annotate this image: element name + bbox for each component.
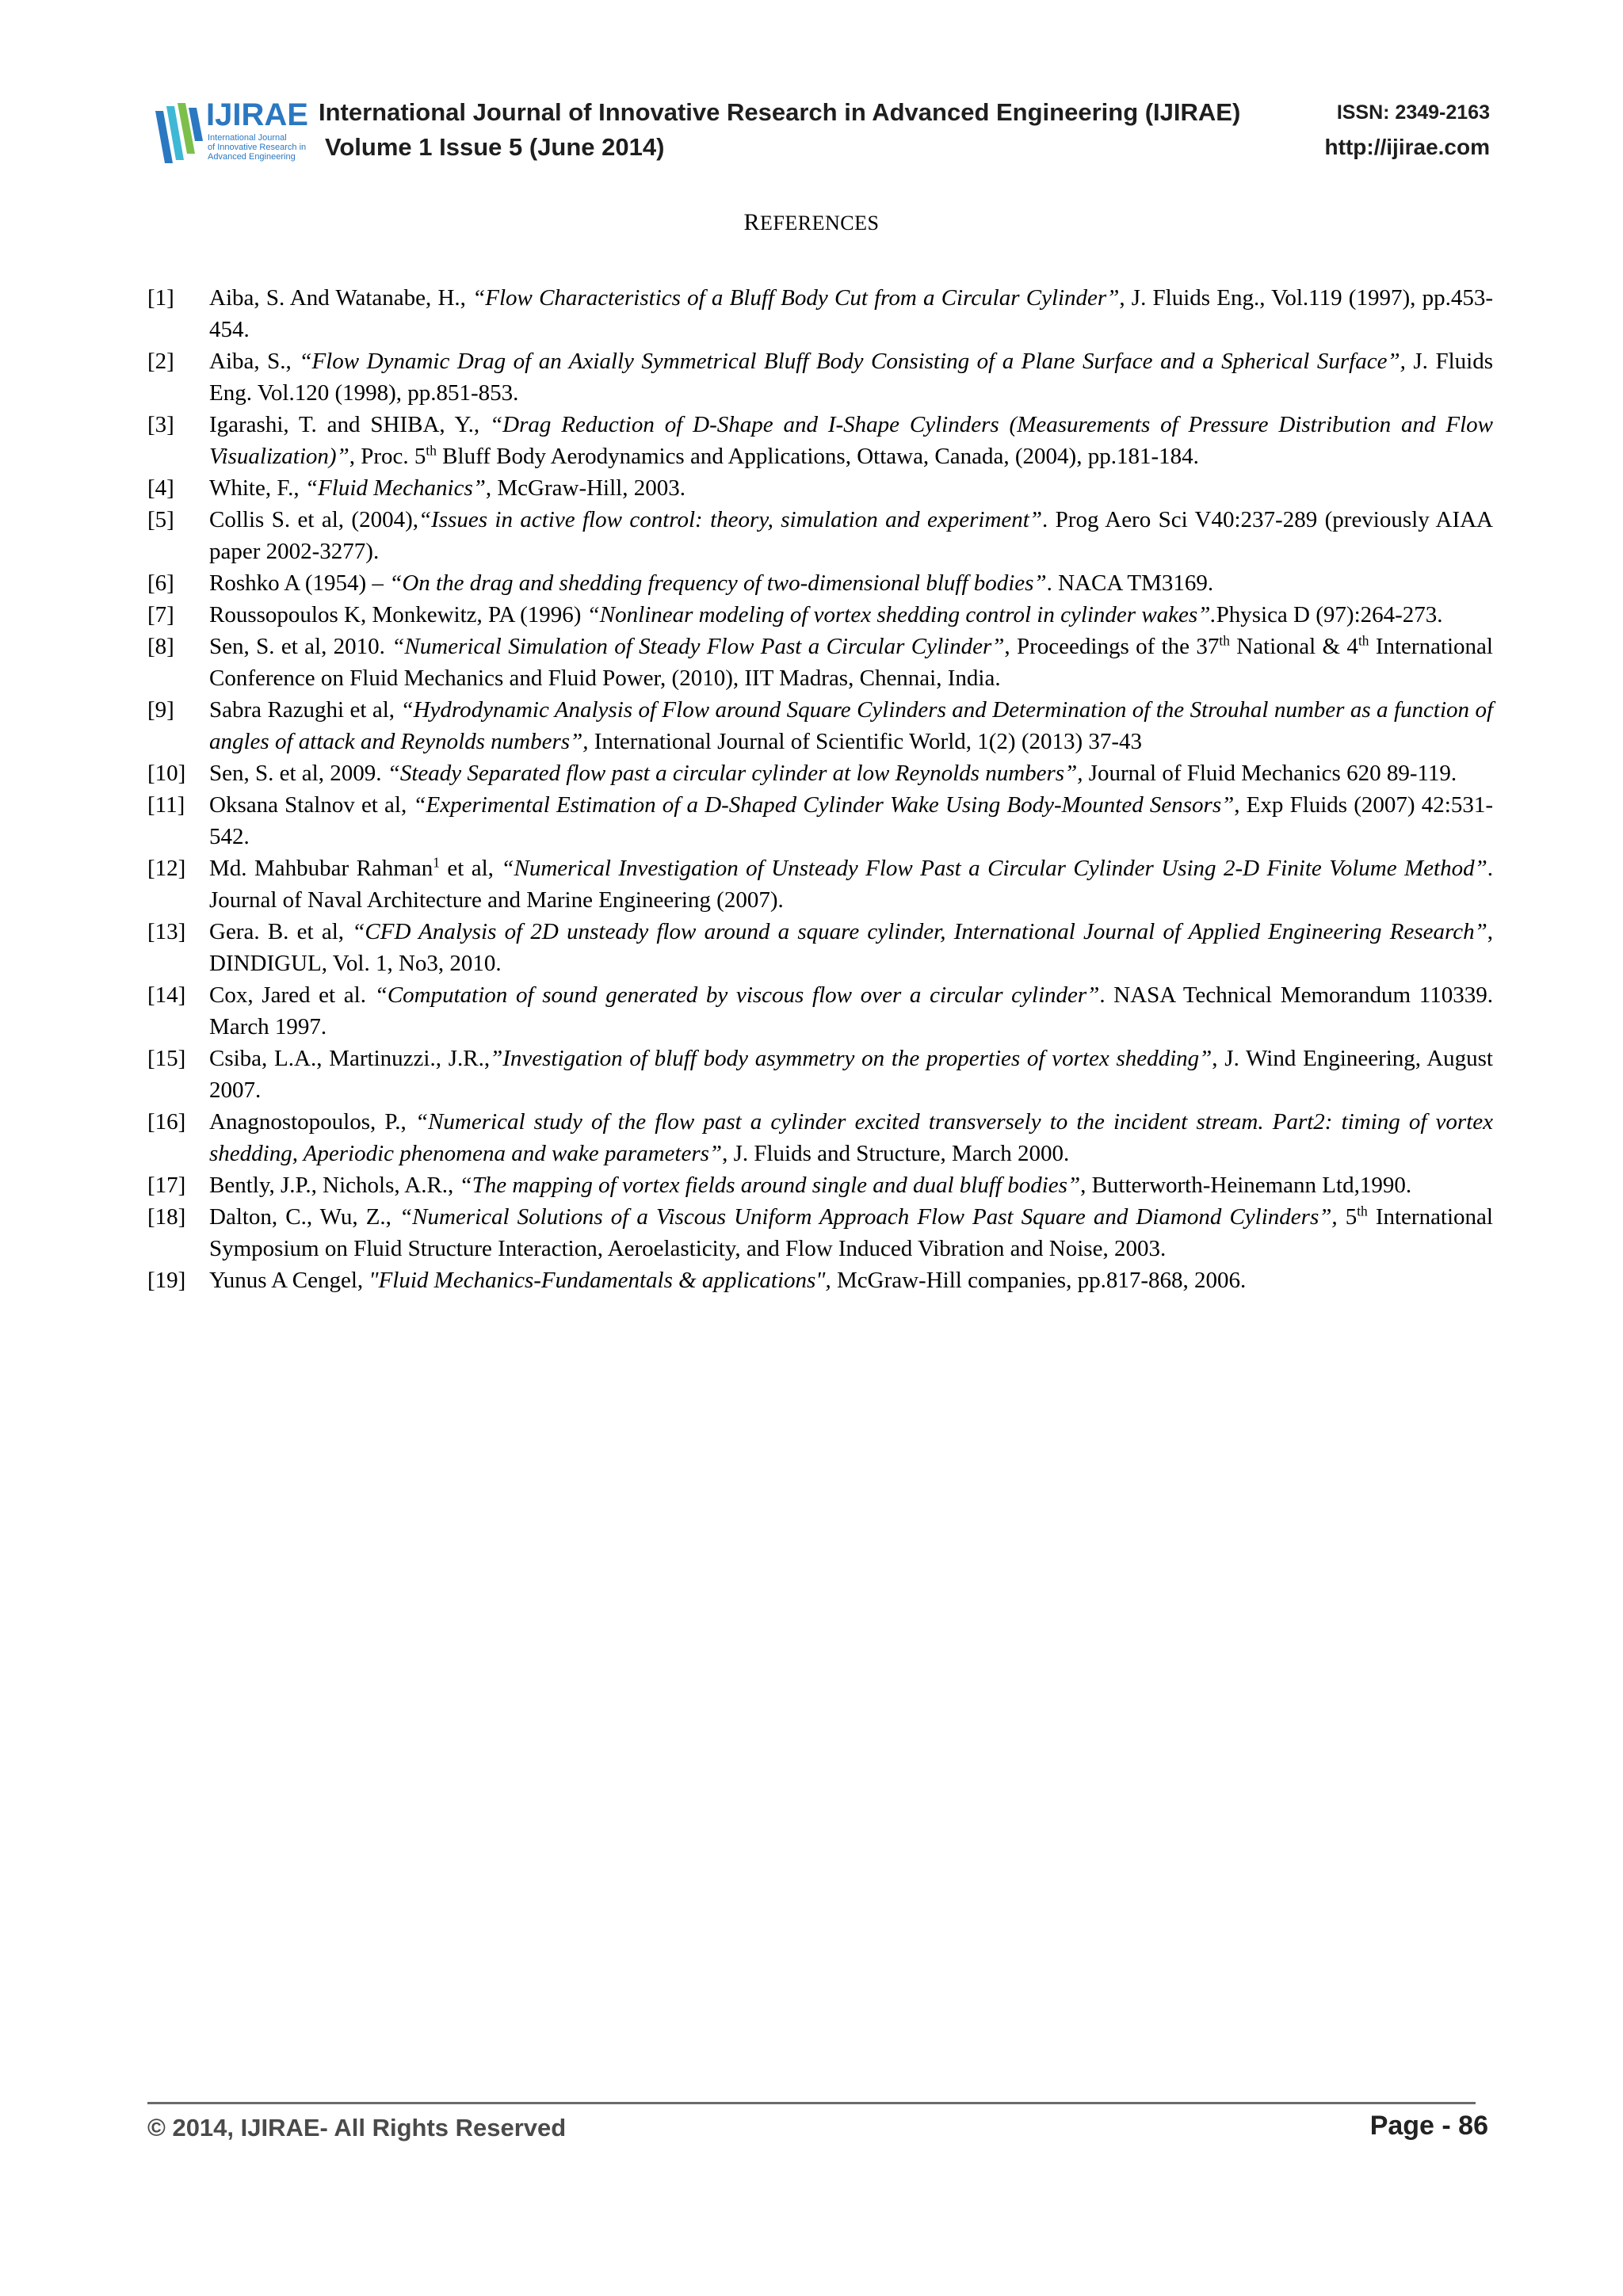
reference-number: [17] bbox=[147, 1173, 186, 1198]
reference-item bbox=[147, 345, 1493, 409]
reference-number: [9] bbox=[147, 697, 174, 723]
reference-number: [18] bbox=[147, 1204, 186, 1230]
reference-text: , Proceedings of the 37 bbox=[1004, 634, 1220, 659]
reference-text: Physica D (97):264-273. bbox=[1216, 602, 1443, 627]
reference-text: McGraw-Hill companies, pp.817-868, 2006. bbox=[831, 1268, 1247, 1293]
reference-number: [13] bbox=[147, 919, 186, 944]
reference-text: Igarashi, T. and SHIBA, Y., bbox=[209, 412, 491, 437]
reference-item bbox=[147, 567, 1493, 599]
reference-text: , J. Fluids Eng., Vol.119 (1997), pp.453-454. bbox=[209, 285, 1493, 342]
superscript: 1 bbox=[433, 854, 440, 871]
superscript: th bbox=[1358, 632, 1369, 649]
issn: ISSN: 2349-2163 bbox=[1336, 101, 1490, 124]
reference-item bbox=[147, 282, 1493, 345]
reference-text: Csiba, L.A., Martinuzzi., J.R., bbox=[209, 1046, 491, 1071]
reference-title: “Drag Reduction of D-Shape and I-Shape Cylinders (Measurements of Pressure Distribution and Flow Visualization)” bbox=[209, 412, 1494, 469]
reference-number: [19] bbox=[147, 1268, 186, 1293]
reference-number: [8] bbox=[147, 634, 174, 659]
reference-text: Aiba, S. And Watanabe, H., bbox=[209, 285, 473, 311]
reference-text: International Symposium on Fluid Structure Interaction, Aeroelasticity, and Flow Induced Vibration and Noise, 2003. bbox=[209, 1204, 1493, 1261]
reference-text: Roshko A (1954) – bbox=[209, 570, 390, 596]
reference-list bbox=[147, 282, 1493, 1296]
reference-item bbox=[147, 1201, 1493, 1264]
superscript: th bbox=[426, 442, 437, 459]
reference-number: [12] bbox=[147, 856, 186, 881]
reference-item bbox=[147, 472, 1493, 504]
reference-text: Anagnostopoulos, P., bbox=[209, 1109, 415, 1135]
reference-text: Md. Mahbubar Rahman bbox=[209, 856, 433, 881]
logo-brand-text: IJIRAE bbox=[206, 97, 308, 132]
reference-number: [7] bbox=[147, 602, 174, 627]
reference-text: International Conference on Fluid Mechanics and Fluid Power, (2010), IIT Madras, Chennai, India. bbox=[209, 634, 1493, 691]
reference-item bbox=[147, 916, 1493, 979]
reference-item bbox=[147, 852, 1493, 916]
page-number: Page - 86 bbox=[1369, 2111, 1488, 2141]
reference-item bbox=[147, 504, 1493, 567]
superscript: th bbox=[1219, 632, 1230, 649]
reference-text: et al, bbox=[439, 856, 502, 881]
section-heading bbox=[0, 209, 1623, 236]
superscript: th bbox=[1357, 1203, 1368, 1219]
reference-title: “The mapping of vortex fields around single and dual bluff bodies” bbox=[459, 1173, 1081, 1198]
reference-text: Yunus A Cengel, bbox=[209, 1268, 369, 1293]
reference-title: “CFD Analysis of 2D unsteady flow around a square cylinder, International Journal of Applied Engineering Research” bbox=[352, 919, 1487, 944]
reference-title: “Issues in active flow control: theory, simulation and experiment” bbox=[418, 507, 1042, 532]
reference-number: [11] bbox=[147, 792, 185, 818]
reference-text: National & 4 bbox=[1229, 634, 1358, 659]
reference-item bbox=[147, 1043, 1493, 1106]
reference-title: “Numerical Solutions of a Viscous Uniform Approach Flow Past Square and Diamond Cylinders”, bbox=[399, 1204, 1338, 1230]
page-header bbox=[151, 93, 1490, 173]
reference-title: “Steady Separated flow past a circular cylinder at low Reynolds numbers”, bbox=[387, 761, 1083, 786]
reference-item bbox=[147, 979, 1493, 1043]
reference-text: Roussopoulos K, Monkewitz, PA (1996) bbox=[209, 602, 587, 627]
reference-number: [1] bbox=[147, 285, 174, 311]
copyright-notice: © 2014, IJIRAE- All Rights Reserved bbox=[147, 2114, 567, 2142]
reference-text: , J. Fluids and Structure, March 2000. bbox=[722, 1141, 1070, 1166]
reference-number: [15] bbox=[147, 1046, 186, 1071]
reference-text: Bluff Body Aerodynamics and Applications, Ottawa, Canada, (2004), pp.181-184. bbox=[436, 444, 1199, 469]
reference-number: [2] bbox=[147, 349, 174, 374]
reference-text: Sen, S. et al, 2010. bbox=[209, 634, 392, 659]
journal-logo bbox=[151, 98, 309, 174]
reference-text: Dalton, C., Wu, Z., bbox=[209, 1204, 400, 1230]
reference-text: J. Fluids Eng. Vol.120 (1998), pp.851-853. bbox=[209, 349, 1493, 406]
reference-item bbox=[147, 757, 1493, 789]
reference-number: [4] bbox=[147, 475, 174, 501]
reference-title: “Flow Characteristics of a Bluff Body Cut from a Circular Cylinder” bbox=[472, 285, 1120, 311]
reference-number: [10] bbox=[147, 761, 186, 786]
reference-title: “Experimental Estimation of a D-Shaped Cylinder Wake Using Body-Mounted Sensors” bbox=[413, 792, 1235, 818]
reference-text: . Prog Aero Sci V40:237-289 (previously AIAA paper 2002-3277). bbox=[209, 507, 1494, 564]
reference-text: , Proc. 5 bbox=[349, 444, 426, 469]
reference-text: . Journal of Naval Architecture and Marine Engineering (2007). bbox=[209, 856, 1493, 913]
logo-stripes-icon bbox=[151, 101, 206, 166]
reference-number: [16] bbox=[147, 1109, 186, 1135]
reference-text: , Exp Fluids (2007) 42:531-542. bbox=[209, 792, 1493, 849]
reference-text: , McGraw-Hill, 2003. bbox=[485, 475, 685, 501]
reference-text: International Journal of Scientific World, 1(2) (2013) 37-43 bbox=[588, 729, 1143, 754]
reference-number: [5] bbox=[147, 507, 174, 532]
reference-title: ”Investigation of bluff body asymmetry on the properties of vortex shedding” bbox=[490, 1046, 1212, 1071]
reference-item bbox=[147, 631, 1493, 694]
reference-title: “Numerical study of the flow past a cylinder excited transversely to the incident stream. Part2: timing of vortex shedding, Aperiodic phenomena and wake parameters” bbox=[209, 1109, 1493, 1166]
reference-text: , J. Wind Engineering, August 2007. bbox=[209, 1046, 1493, 1103]
reference-title: “On the drag and shedding frequency of two-dimensional bluff bodies” bbox=[389, 570, 1047, 596]
volume-issue: Volume 1 Issue 5 (June 2014) bbox=[325, 133, 665, 161]
reference-number: [14] bbox=[147, 982, 186, 1008]
reference-text: Aiba, S., bbox=[209, 349, 300, 374]
reference-title: “Hydrodynamic Analysis of Flow around Square Cylinders and Determination of the Strouhal number as a function of angles of attack and Reynolds numbers”, bbox=[209, 697, 1493, 754]
reference-title: “Numerical Simulation of Steady Flow Past a Circular Cylinder” bbox=[391, 634, 1005, 659]
reference-item bbox=[147, 694, 1493, 757]
reference-text: Journal of Fluid Mechanics 620 89-119. bbox=[1083, 761, 1457, 786]
reference-text: Oksana Stalnov et al, bbox=[209, 792, 414, 818]
reference-text: White, F., bbox=[209, 475, 305, 501]
section-heading-rest: EFERENCES bbox=[760, 212, 880, 235]
reference-item bbox=[147, 1106, 1493, 1169]
reference-title: "Fluid Mechanics-Fundamentals & applications", bbox=[369, 1268, 831, 1293]
reference-text: . NASA Technical Memorandum 110339. March 1997. bbox=[209, 982, 1493, 1039]
reference-title: “Numerical Investigation of Unsteady Flow Past a Circular Cylinder Using 2-D Finite Volume Method” bbox=[501, 856, 1487, 881]
reference-title: “Flow Dynamic Drag of an Axially Symmetrical Bluff Body Consisting of a Plane Surface and a Spherical Surface”, bbox=[299, 349, 1406, 374]
reference-title: “Computation of sound generated by viscous flow over a circular cylinder” bbox=[374, 982, 1100, 1008]
reference-text: Cox, Jared et al. bbox=[209, 982, 375, 1008]
reference-text: , DINDIGUL, Vol. 1, No3, 2010. bbox=[209, 919, 1493, 976]
journal-website-link[interactable]: http://ijirae.com bbox=[1324, 135, 1490, 159]
reference-text: Bently, J.P., Nichols, A.R., bbox=[209, 1173, 460, 1198]
reference-item bbox=[147, 789, 1493, 852]
section-heading-initial: R bbox=[743, 209, 761, 235]
reference-item bbox=[147, 409, 1493, 472]
reference-text: Collis S. et al, (2004), bbox=[209, 507, 418, 532]
footer-divider bbox=[147, 2102, 1476, 2104]
reference-item bbox=[147, 599, 1493, 631]
reference-item bbox=[147, 1264, 1493, 1296]
reference-item bbox=[147, 1169, 1493, 1201]
reference-number: [3] bbox=[147, 412, 174, 437]
logo-subtitle: International Journal of Innovative Research in Advanced Engineering bbox=[208, 133, 307, 162]
reference-title: “Nonlinear modeling of vortex shedding control in cylinder wakes”. bbox=[586, 602, 1216, 627]
reference-title: “Fluid Mechanics” bbox=[304, 475, 486, 501]
reference-text: Sen, S. et al, 2009. bbox=[209, 761, 388, 786]
reference-text: , Butterworth-Heinemann Ltd,1990. bbox=[1080, 1173, 1412, 1198]
reference-text: . NACA TM3169. bbox=[1046, 570, 1214, 596]
reference-text: 5 bbox=[1337, 1204, 1358, 1230]
reference-text: Sabra Razughi et al, bbox=[209, 697, 401, 723]
journal-title: International Journal of Innovative Research in Advanced Engineering (IJIRAE) bbox=[319, 98, 1241, 126]
reference-number: [6] bbox=[147, 570, 174, 596]
reference-text: Gera. B. et al, bbox=[209, 919, 353, 944]
